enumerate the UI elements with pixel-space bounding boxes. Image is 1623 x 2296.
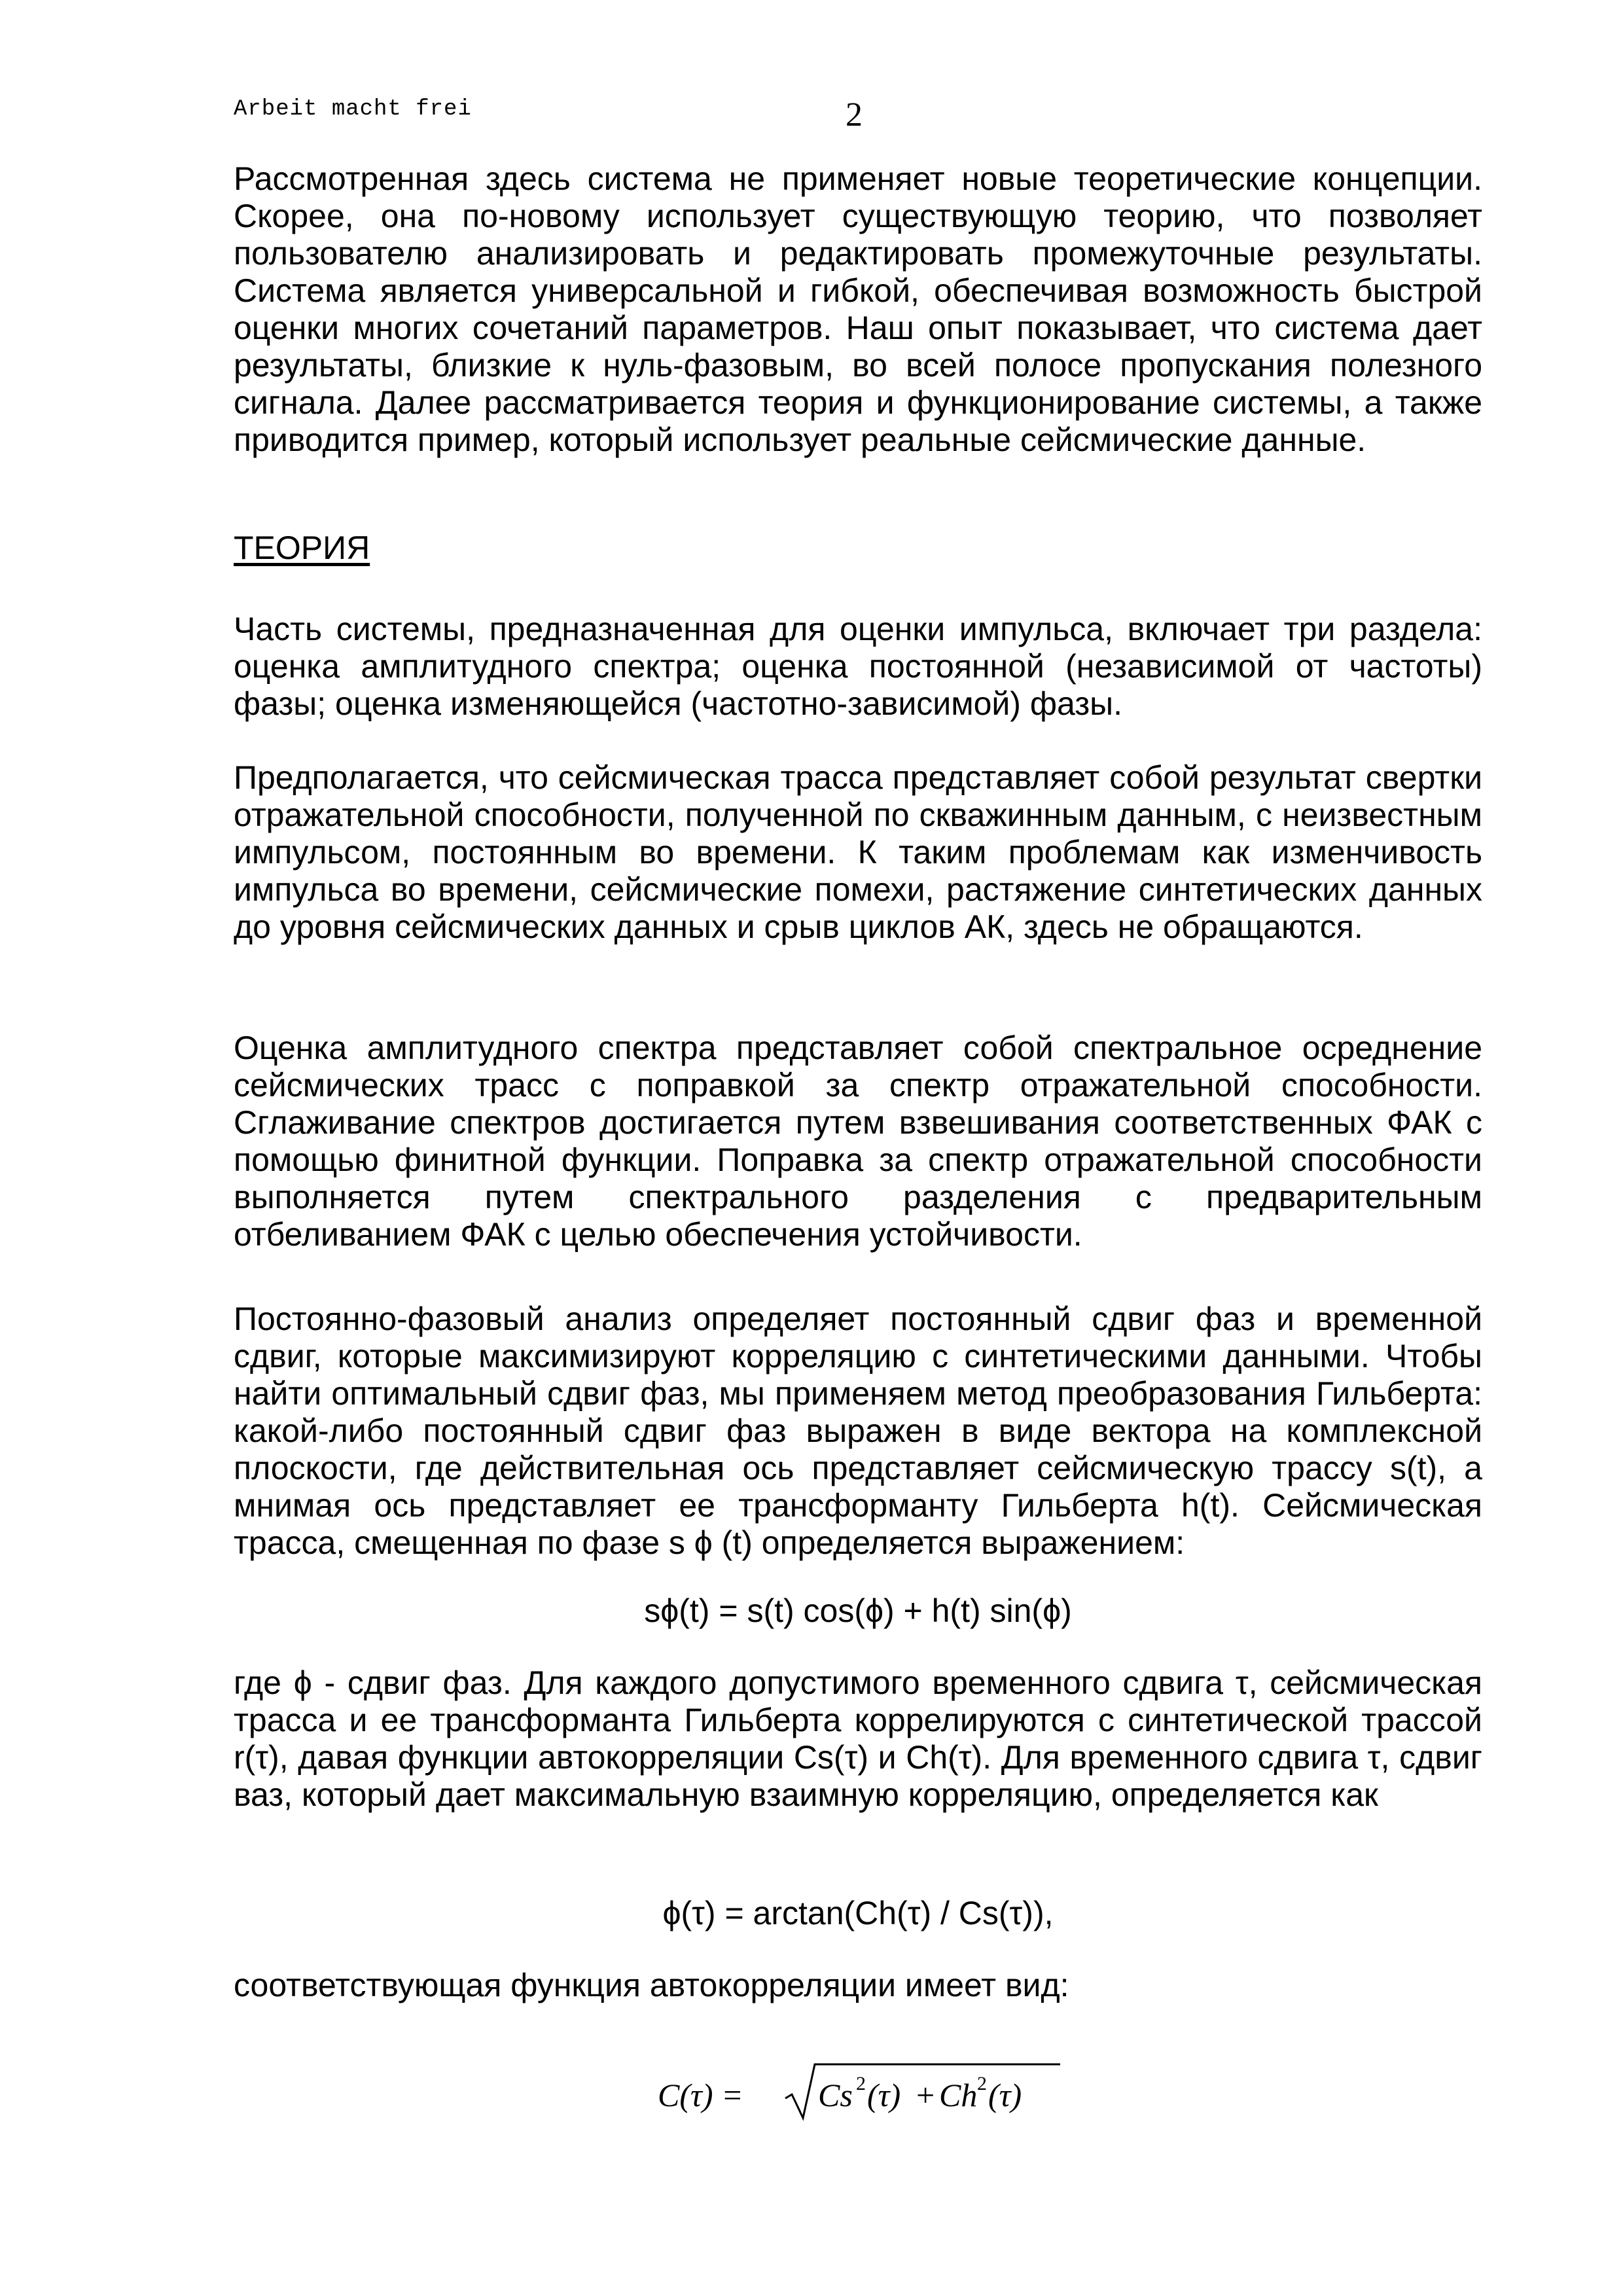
- header-text: Arbeit macht frei: [234, 97, 472, 122]
- exp-cs: 2: [856, 2073, 866, 2094]
- arg-cs: (τ): [867, 2077, 901, 2113]
- term-ch: Ch: [939, 2077, 978, 2113]
- formula-arctan: ϕ(τ) = arctan(Ch(τ) / Cs(τ)),: [662, 1895, 1054, 1931]
- paragraph-autocorrelation: [234, 1967, 1482, 2004]
- term-cs: Cs: [818, 2077, 853, 2113]
- paragraph-text: соответствующая функция автокорреляции имеет вид:: [234, 1967, 1069, 2003]
- paragraph-text: Часть системы, предназначенная для оценки импульса, включает три раздела: оценка амплитудного спектра; оценка постоянной (независимой от частоты) фазы; оценка изменяющейся (частотно-зависимой) фазы.: [234, 611, 1482, 722]
- exp-ch: 2: [977, 2073, 987, 2094]
- formula-phase-shift: sϕ(t) = s(t) cos(ϕ) + h(t) sin(ϕ): [644, 1592, 1072, 1629]
- paragraph-phase-explanation: [234, 1664, 1482, 1814]
- paragraph-text: Рассмотренная здесь система не применяет новые теоретические концепции. Скорее, она по-новому использует существующую теорию, что позволяет пользователю анализировать и редактировать промежуточные результаты. Система является универсальной и гибкой, обеспечивая возможность быстрой оценки многих сочетаний параметров. Наш опыт показывает, что система дает результаты, близкие к нуль-фазовым, во всей полосе пропускания полезного сигнала. Далее рассматривается теория и функционирование системы, а также приводится пример, который использует реальные сейсмические данные.: [234, 160, 1482, 458]
- paragraph-intro: [234, 160, 1482, 459]
- paragraph-phase-analysis: [234, 1300, 1482, 1562]
- paragraph-system-parts: [234, 611, 1482, 723]
- arg-ch: (τ): [988, 2077, 1022, 2113]
- paragraph-text: где ϕ - сдвиг фаз. Для каждого допустимого временного сдвига τ, сейсмическая трасса и ее трансформанта Гильберта коррелируются с синтетической трассой r(τ), давая функции автокорреляции Cs(τ) и Ch(τ). Для временного сдвига τ, сдвиг ваз, который дает максимальную взаимную корреляцию, определяется как: [234, 1664, 1482, 1813]
- paragraph-text: Постоянно-фазовый анализ определяет постоянный сдвиг фаз и временной сдвиг, которые максимизируют корреляцию с синтетическими данными. Чтобы найти оптимальный сдвиг фаз, мы применяем метод преобразования Гильберта: какой-либо постоянный сдвиг фаз выражен в виде вектора на комплексной плоскости, где действительная ось представляет сейсмическую трассу s(t), а мнимая ось представляет ее трансформанту Гильберта h(t). Сейсмическая трасса, смещенная по фазе s ϕ (t) определяется выражением:: [234, 1300, 1482, 1561]
- formula-lhs: C(τ) =: [658, 2077, 743, 2113]
- paragraph-text: Оценка амплитудного спектра представляет собой спектральное осреднение сейсмических трасс с поправкой за спектр отражательной способности. Сглаживание спектров достигается путем взвешивания соответственных ФАК с помощью финитной функции. Поправка за спектр отражательной способности выполняется путем спектрального разделения с предварительным отбеливанием ФАК с целью обеспечения устойчивости.: [234, 1030, 1482, 1253]
- section-heading: ТЕОРИЯ: [234, 529, 370, 566]
- plus-sign: +: [916, 2077, 935, 2113]
- page-number: 2: [846, 96, 863, 134]
- paragraph-text: Предполагается, что сейсмическая трасса представляет собой результат свертки отражательной способности, полученной по скважинным данным, с неизвестным импульсом, постоянным во времени. К таким проблемам как изменчивость импульса во времени, сейсмические помехи, растяжение синтетических данных до уровня сейсмических данных и срыв циклов АК, здесь не обращаются.: [234, 759, 1482, 945]
- formula-autocorrelation: [658, 2060, 1063, 2126]
- paragraph-amplitude: [234, 1030, 1482, 1253]
- paragraph-assumption: [234, 759, 1482, 946]
